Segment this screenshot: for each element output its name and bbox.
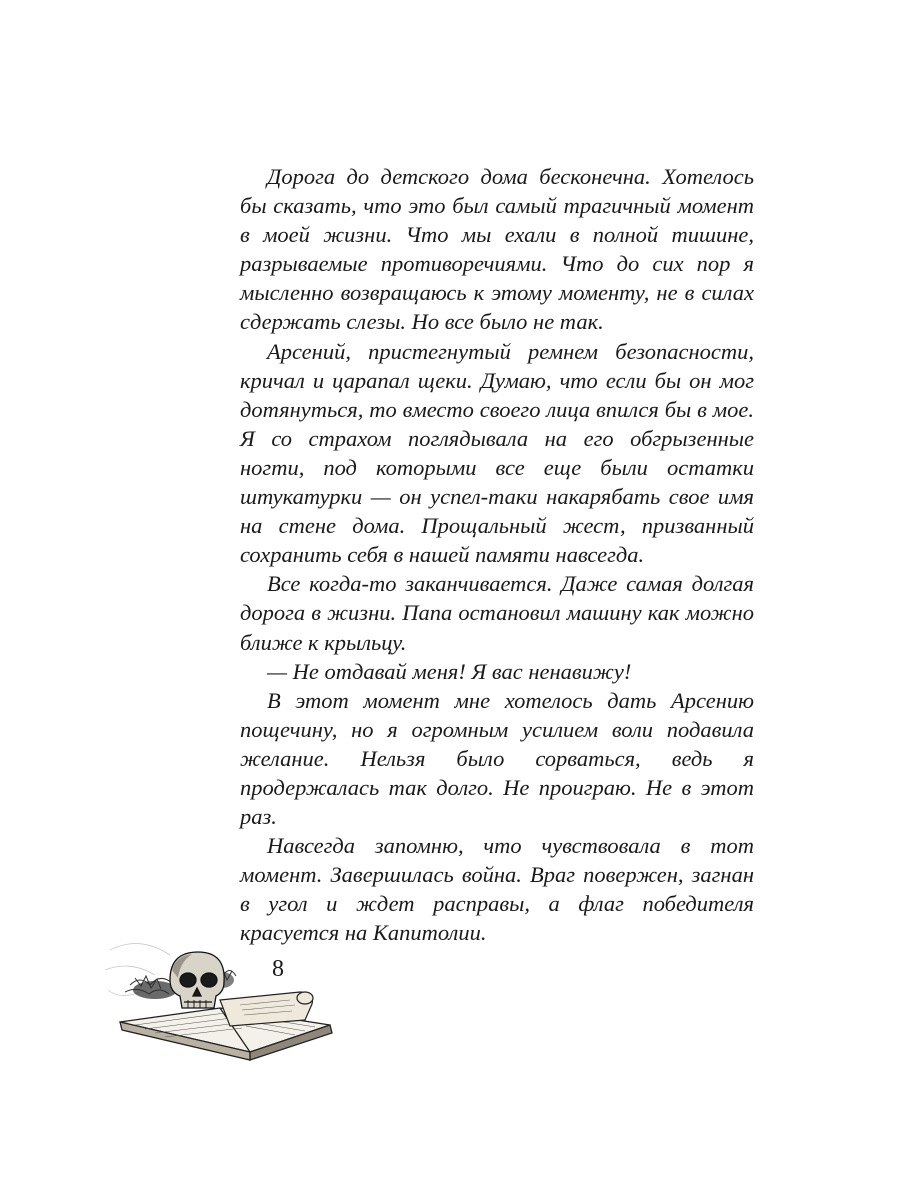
paragraph-6: Навсегда запомню, что чувствовала в тот момент. Завершилась война. Враг повержен, загнан в угол и ждет расправы, а флаг победителя красуется на Капитолии.	[240, 833, 754, 946]
paragraph-3: Все когда-то заканчивается. Даже самая долгая дорога в жизни. Папа остановил машину как можно ближе к крыльцу.	[240, 571, 754, 655]
paragraph-1: Дорога до детского дома бесконечна. Хотелось бы сказать, что это был самый трагичный момент в моей жизни. Что мы ехали в полной тишине, разрываемые противоречиями. Что до сих пор я мысленно возвращаюсь к этому моменту, не в силах сдержать слезы. Но все было не так.	[240, 164, 754, 335]
paragraph-2: Арсений, пристегнутый ремнем безопасности, кричал и царапал щеки. Думаю, что если бы он мог дотянуться, то вместо своего лица впился бы в мое. Я со страхом поглядывала на его обгрызенные ногти, под которыми все еще были остатки штукатурки — он успел-таки накарябать свое имя на стене дома. Прощальный жест, призванный сохранить себя в нашей памяти навсегда.	[240, 338, 754, 568]
body-text	[240, 162, 754, 948]
skull-on-open-book-icon	[100, 930, 350, 1065]
page-number: 8	[272, 956, 284, 982]
paragraph-4-dialogue: — Не отдавай меня! Я вас ненавижу!	[267, 658, 632, 684]
paragraph-5: В этот момент мне хотелось дать Арсению пощечину, но я огромным усилием воли подавила желание. Нельзя было сорваться, ведь я продержалась так долго. Не проиграю. Не в этот раз.	[240, 687, 754, 830]
